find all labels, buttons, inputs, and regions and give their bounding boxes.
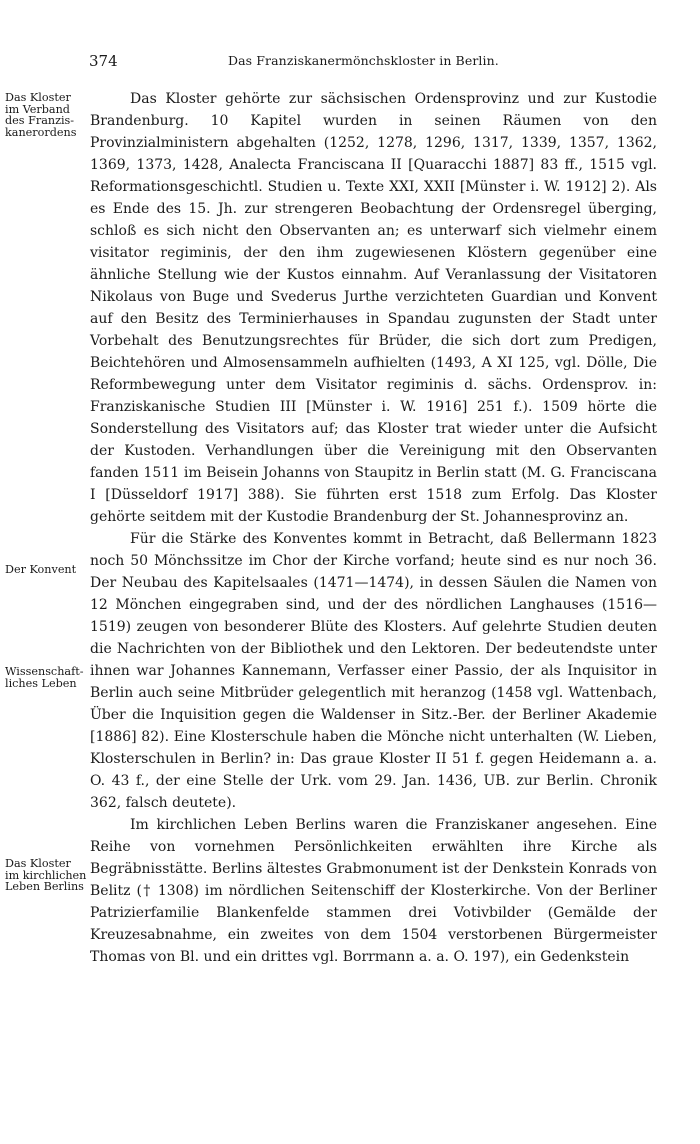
running-head: Das Franziskanermönchskloster in Berlin. xyxy=(228,53,499,68)
margin-note-kirchlich xyxy=(5,858,89,893)
margin-note-line: des Franzis- xyxy=(5,114,75,127)
body-text xyxy=(90,88,657,968)
margin-note-line: Das Kloster xyxy=(5,91,71,104)
paragraph-verband: Das Kloster gehörte zur sächsischen Ordensprovinz und zur Kustodie Brandenburg. 10 Kapitel wurden in seinen Räumen von den Provinzialministern abgehalten (1252, 1278, 1296, 1317, 1339, 1357, 1362, 1369, 1373, 1428, Analecta Franciscana II [Quaracchi 1887] 83 ff., 1515 vgl. Reformationsgeschichtl. Studien u. Texte XXI, XXII [Münster i. W. 1912] 2). Als es Ende des 15. Jh. zur strengeren Beobachtung der Ordensregel überging, schloß es sich nicht den Observanten an; es unterwarf sich vielmehr einem visitator regiminis, der den ihm zugewiesenen Klöstern gegenüber eine ähnliche Stellung wie der Kustos einnahm. Auf Veranlassung der Visitatoren Nikolaus von Buge und Svederus Jurthe verzichteten Guardian und Konvent auf den Besitz des Terminierhauses in Spandau zugunsten der Stadt unter Vorbehalt des Benutzungsrechtes für Brüder, die sich dort zum Predigen, Beichtehören und Almosensammeln aufhielten (1493, A XI 125, vgl. Dölle, Die Reformbewegung unter dem Visitator regiminis d. sächs. Ordensprov. in: Franziskanische Studien III [Münster i. W. 1916] 251 f.). 1509 hörte die Sonderstellung des Visitators auf; das Kloster trat wieder unter die Aufsicht der Kustoden. Verhandlungen über die Vereinigung mit den Observanten fanden 1511 im Beisein Johanns von Staupitz in Berlin statt (M. G. Franciscana I [Düsseldorf 1917] 388). Sie führten erst 1518 zum Erfolg. Das Kloster gehörte seitdem mit der Kustodie Brandenburg der St. Johannesprovinz an. xyxy=(90,91,657,525)
margin-note-line: im kirchlichen xyxy=(5,868,87,882)
margin-note-verband xyxy=(5,92,89,138)
margin-note-line: Der Konvent xyxy=(5,563,77,576)
page-header xyxy=(0,52,700,72)
margin-note-line: Das Kloster xyxy=(5,857,71,870)
margin-note-line: im Verband xyxy=(5,102,70,116)
paragraph-kirchlich: Im kirchlichen Leben Berlins waren die Franziskaner angesehen. Eine Reihe von vornehmen Persönlichkeiten erwählten ihre Kirche als Begräbnisstätte. Berlins ältestes Grabmonument ist der Denkstein Konrads von Belitz († 1308) im nördlichen Seitenschiff der Klosterkirche. Von der Berliner Patrizierfamilie Blankenfelde stammen drei Votivbilder (Gemälde der Kreuzesabnahme, ein zweites von dem 1504 verstorbenen Bürgermeister Thomas von Bl. und ein drittes vgl. Borrmann a. a. O. 197), ein Gedenkstein xyxy=(90,817,657,965)
margin-note-konvent xyxy=(5,564,89,576)
page-number: 374 xyxy=(89,52,118,70)
margin-note-line: liches Leben xyxy=(5,676,77,690)
margin-note-wissenschaft xyxy=(5,666,89,689)
margin-note-line: Wissenschaft- xyxy=(5,665,84,678)
margin-note-line: kanerordens xyxy=(5,125,77,139)
margin-note-line: Leben Berlins xyxy=(5,880,84,893)
paragraph-konvent: Für die Stärke des Konventes kommt in Betracht, daß Bellermann 1823 noch 50 Mönchssitze im Chor der Kirche vorfand; heute sind es nur noch 36. Der Neubau des Kapitelsaales (1471—1474), in dessen Säulen die Namen von 12 Mönchen eingegraben sind, und der des nördlichen Langhauses (1516—1519) zeugen von besonderer Blüte des Klosters. Auf gelehrte Studien deuten die Nachrichten von der Bibliothek und den Lektoren. Der bedeutendste unter ihnen war Johannes Kannemann, Verfasser einer Passio, der als Inquisitor in Berlin auch seine Mitbrüder gelegentlich mit heranzog (1458 vgl. Wattenbach, Über die Inquisition gegen die Waldenser in Sitz.-Ber. der Berliner Akademie [1886] 82). Eine Klosterschule haben die Mönche nicht unterhalten (W. Lieben, Klosterschulen in Berlin? in: Das graue Kloster II 51 f. gegen Heidemann a. a. O. 43 f., der eine Stelle der Urk. vom 29. Jan. 1436, UB. zur Berlin. Chronik 362, falsch deutete). xyxy=(90,531,657,811)
